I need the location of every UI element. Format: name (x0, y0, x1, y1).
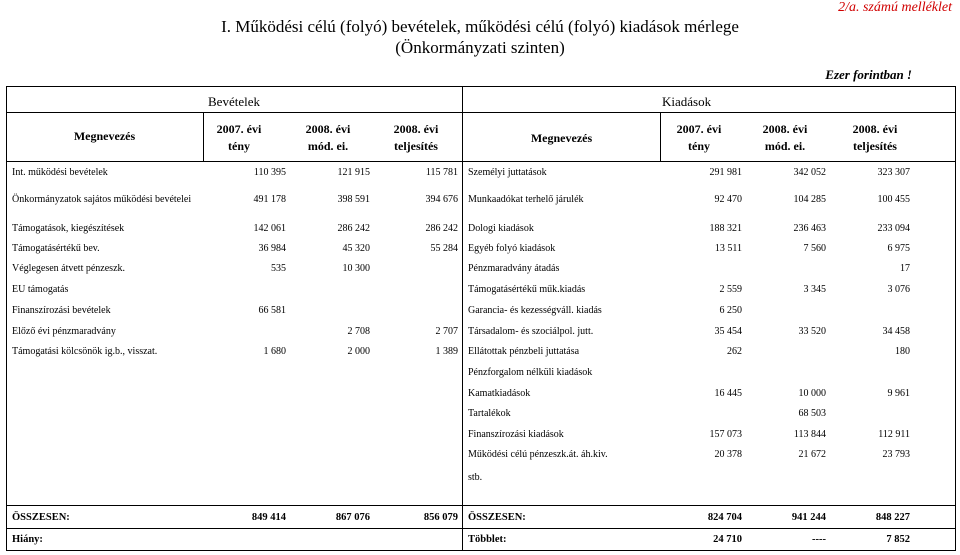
cell-2008-mod: 21 672 (798, 449, 826, 460)
cell-2008-mod: 342 052 (793, 167, 826, 178)
cell-2008-mod: 2 000 (347, 346, 370, 357)
cell-2008-mod: 104 285 (793, 194, 826, 205)
cell-2008-telj: 115 781 (425, 167, 458, 178)
cell-2007: 13 511 (714, 243, 742, 254)
deficit-label: Hiány: (12, 534, 43, 545)
unit-label: Ezer forintban ! (825, 67, 912, 82)
header-bottom-line (6, 161, 956, 162)
cell-2008-mod: 45 320 (342, 243, 370, 254)
cell-2007: 110 395 (253, 167, 286, 178)
row-label: Finanszírozási kiadások (468, 429, 564, 440)
left-header-2008-mod: 2008. évi mód. ei. (305, 122, 351, 153)
right-name-divider (660, 112, 661, 161)
cell-2007: 535 (271, 263, 286, 274)
row-label: Előző évi pénzmaradvány (12, 326, 116, 337)
cell-2008-telj: 100 455 (877, 194, 910, 205)
right-header-name: Megnevezés (530, 131, 593, 145)
row-label: Támogatások, kiegészítések (12, 223, 125, 234)
left-header-2007-teny: 2007. évi tény (216, 122, 262, 153)
cell-2007: 35 454 (714, 326, 742, 337)
cell-2008-telj: 55 284 (430, 243, 458, 254)
left-header-name: Megnevezés (73, 129, 136, 143)
cell-2007: 66 581 (258, 305, 286, 316)
cell-2008-telj: 394 676 (425, 194, 458, 205)
cell-2008-mod: 10 000 (798, 388, 826, 399)
cell-2008-telj: 17 (900, 263, 910, 274)
row-label: Garancia- és kezességváll. kiadás (468, 305, 602, 316)
row-label: stb. (468, 472, 483, 483)
cell-2008-telj: 23 793 (882, 449, 910, 460)
row-label: Pénzforgalom nélküli kiadások (468, 367, 593, 378)
cell-2008-mod: 286 242 (337, 223, 370, 234)
left-section-title: Bevételek (208, 94, 260, 109)
cell-2007: 157 073 (709, 429, 742, 440)
right-header-2008-telj: 2008. évi teljesítés (852, 122, 898, 153)
row-label: Dologi kiadások (468, 223, 534, 234)
right-total-2007: 824 704 (707, 512, 742, 523)
cell-2008-telj: 112 911 (878, 429, 910, 440)
cell-2008-mod: 398 591 (337, 194, 370, 205)
right-total-2008-telj: 848 227 (875, 512, 910, 523)
cell-2008-mod: 121 915 (337, 167, 370, 178)
row-label: Véglegesen átvett pénzeszk. (12, 263, 126, 274)
surplus-2008-telj: 7 852 (886, 534, 910, 545)
surplus-label: Többlet: (468, 534, 507, 545)
totals-bottom-line (6, 528, 956, 529)
row-label: Pénzmaradvány átadás (468, 263, 560, 274)
cell-2008-mod: 68 503 (798, 408, 826, 419)
cell-2007: 36 984 (258, 243, 286, 254)
row-label: Társadalom- és szociálpol. jutt. (468, 326, 594, 337)
cell-2008-mod: 236 463 (793, 223, 826, 234)
cell-2007: 291 981 (709, 167, 742, 178)
cell-2008-mod: 10 300 (342, 263, 370, 274)
row-label: Finanszírozási bevételek (12, 305, 111, 316)
left-total-2007: 849 414 (251, 512, 286, 523)
cell-2008-telj: 2 707 (435, 326, 458, 337)
right-total-label: ÖSSZESEN: (468, 512, 526, 523)
center-divider (462, 86, 463, 551)
right-header-2007-teny: 2007. évi tény (676, 122, 722, 153)
cell-2007: 1 680 (263, 346, 286, 357)
cell-2008-telj: 180 (895, 346, 910, 357)
cell-2007: 188 321 (709, 223, 742, 234)
cell-2008-mod: 2 708 (347, 326, 370, 337)
cell-2007: 491 178 (253, 194, 286, 205)
cell-2007: 262 (727, 346, 742, 357)
cell-2008-mod: 33 520 (798, 326, 826, 337)
cell-2007: 16 445 (714, 388, 742, 399)
row-label: Tartalékok (468, 408, 511, 419)
row-label: Int. működési bevételek (12, 167, 108, 178)
left-total-label: ÖSSZESEN: (12, 512, 70, 523)
cell-2008-mod: 7 560 (803, 243, 826, 254)
left-header-2008-telj: 2008. évi teljesítés (393, 122, 439, 153)
cell-2008-telj: 1 389 (435, 346, 458, 357)
surplus-2008-mod: ---- (812, 534, 826, 545)
annex-label: 2/a. számú melléklet (838, 0, 952, 15)
cell-2008-telj: 233 094 (877, 223, 910, 234)
row-label: Működési célú pénzeszk.át. áh.kiv. (468, 449, 608, 460)
cell-2007: 6 250 (719, 305, 742, 316)
surplus-2007: 24 710 (713, 534, 742, 545)
row-label: Önkormányzatok sajátos működési bevételei (12, 194, 192, 205)
row-label: EU támogatás (12, 284, 69, 295)
cell-2008-telj: 323 307 (877, 167, 910, 178)
row-label: Ellátottak pénzbeli juttatása (468, 346, 580, 357)
row-label: Kamatkiadások (468, 388, 531, 399)
header-separator (6, 112, 956, 113)
cell-2007: 2 559 (719, 284, 742, 295)
left-total-2008-mod: 867 076 (335, 512, 370, 523)
right-total-2008-mod: 941 244 (791, 512, 826, 523)
row-label: Munkaadókat terhelő járulék (468, 194, 584, 205)
page-title: I. Működési célú (folyó) bevételek, működési célú (folyó) kiadások mérlege (221, 17, 739, 36)
cell-2008-telj: 34 458 (882, 326, 910, 337)
row-label: Egyéb folyó kiadások (468, 243, 556, 254)
cell-2007: 142 061 (253, 223, 286, 234)
left-total-2008-telj: 856 079 (423, 512, 458, 523)
totals-top-line (6, 505, 956, 506)
row-label: Támogatási kölcsönök ig.b., visszat. (12, 346, 158, 357)
row-label: Személyi juttatások (468, 167, 547, 178)
right-section-title: Kiadások (662, 94, 712, 109)
cell-2007: 20 378 (714, 449, 742, 460)
cell-2008-telj: 3 076 (887, 284, 910, 295)
cell-2008-mod: 113 844 (793, 429, 826, 440)
row-label: Támogatásértékű műk.kiadás (468, 284, 586, 295)
cell-2007: 92 470 (714, 194, 742, 205)
right-header-2008-mod: 2008. évi mód. ei. (762, 122, 808, 153)
cell-2008-telj: 9 961 (887, 388, 910, 399)
cell-2008-telj: 286 242 (425, 223, 458, 234)
cell-2008-mod: 3 345 (803, 284, 826, 295)
row-label: Támogatásértékű bev. (12, 243, 100, 254)
cell-2008-telj: 6 975 (887, 243, 910, 254)
page-subtitle: (Önkormányzati szinten) (395, 38, 565, 57)
